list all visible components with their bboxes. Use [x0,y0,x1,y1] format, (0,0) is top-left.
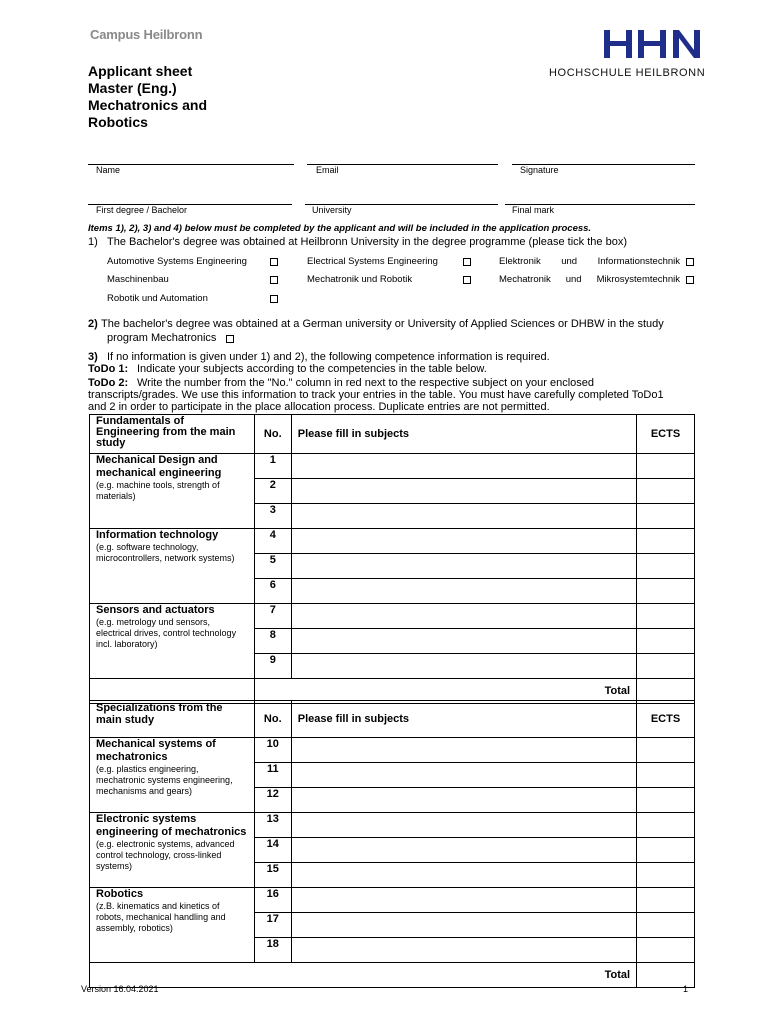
category-name: Information technology [96,529,219,541]
todo2-text: Write the number from the "No." column in red next to the respective subject on your enclosed [137,377,594,389]
table-row [90,813,695,838]
row-number: 16 [254,888,291,913]
ects-cell[interactable] [637,629,695,654]
total-label: Total [254,679,636,704]
subject-cell[interactable] [291,554,636,579]
subject-cell[interactable] [291,813,636,838]
category-cell [90,604,255,679]
option-label: Mechatronik und Mikrosystemtechnik [499,274,680,285]
option-label: Robotik und Automation [107,293,208,304]
category-name: Sensors and actuators [96,604,215,616]
subject-cell[interactable] [291,504,636,529]
version-label: Version 16.04.2021 [81,984,159,994]
university-label: University [312,205,352,215]
no-header: No. [254,701,291,738]
option-label: Elektronik und Informationstechnik [499,256,680,267]
category-name: Mechanical systems of mechatronics [96,738,216,763]
ects-cell[interactable] [637,738,695,763]
subject-cell[interactable] [291,604,636,629]
row-number: 10 [254,738,291,763]
subject-cell[interactable] [291,888,636,913]
ects-cell[interactable] [637,554,695,579]
category-header [90,415,255,454]
category-cell [90,813,255,888]
option-checkbox[interactable] [270,295,278,303]
option-label: Electrical Systems Engineering [307,256,438,267]
ects-cell[interactable] [637,654,695,679]
total-row [90,963,695,988]
specializations-table [89,700,695,988]
hhn-logo-mark [600,28,706,62]
subject-cell[interactable] [291,913,636,938]
row-number: 18 [254,938,291,963]
subject-cell[interactable] [291,863,636,888]
ects-cell[interactable] [637,913,695,938]
items-note: Items 1), 2), 3) and 4) below must be completed by the applicant and will be included in the application process. [88,223,592,234]
row-number: 9 [254,654,291,679]
campus-label: Campus Heilbronn [90,27,203,42]
table-row [90,888,695,913]
category-cell [90,738,255,813]
subject-cell[interactable] [291,654,636,679]
item2-number: 2) [88,318,98,330]
title-line-4: Robotics [88,114,148,130]
ects-cell[interactable] [637,938,695,963]
table-row [90,529,695,554]
ects-cell[interactable] [637,529,695,554]
todo2-label: ToDo 2: [88,377,129,389]
row-number: 17 [254,913,291,938]
item2-text-line2: program Mechatronics [107,332,217,344]
todo1-text: Indicate your subjects according to the competencies in the table below. [137,363,487,375]
ects-cell[interactable] [637,479,695,504]
table-row [90,454,695,479]
todo2-text-line2: transcripts/grades. We use this information to track your entries in the table. You must have carefully completed ToDo1 [88,389,664,401]
ects-cell[interactable] [637,838,695,863]
todo1-label: ToDo 1: [88,363,129,375]
row-number: 8 [254,629,291,654]
ects-cell[interactable] [637,504,695,529]
category-name: Electronic systems engineering of mechatronics [96,813,247,838]
row-number: 5 [254,554,291,579]
table-header-row [90,701,695,738]
category-desc: (e.g. metrology und sensors, electrical drives, control technology incl. laboratory) [96,617,237,649]
category-cell [90,888,255,963]
category-cell [90,529,255,604]
category-name: Mechanical Design and mechanical engineering [96,454,222,479]
row-number: 11 [254,763,291,788]
ects-cell[interactable] [637,763,695,788]
subject-cell[interactable] [291,479,636,504]
ects-cell[interactable] [637,888,695,913]
subjects-header: Please fill in subjects [291,701,636,738]
category-cell [90,454,255,529]
category-name: Robotics [96,888,144,900]
option-checkbox[interactable] [686,276,694,284]
no-header: No. [254,415,291,454]
row-number: 13 [254,813,291,838]
first-degree-label: First degree / Bachelor [96,205,188,215]
title-line-1: Applicant sheet [88,63,193,79]
title-line-2: Master (Eng.) [88,80,177,96]
item3-text: If no information is given under 1) and 2), the following competence information is required. [107,351,550,363]
ects-cell[interactable] [637,813,695,838]
option-checkbox[interactable] [463,258,471,266]
subject-cell[interactable] [291,629,636,654]
subjects-header: Please fill in subjects [291,415,636,454]
name-label: Name [96,165,121,175]
row-number: 3 [254,504,291,529]
row-number: 12 [254,788,291,813]
row-number: 15 [254,863,291,888]
category-header-text: Fundamentals of Engineering from the main study [96,415,236,449]
option-checkbox[interactable] [463,276,471,284]
ects-header: ECTS [637,415,695,454]
subject-cell[interactable] [291,938,636,963]
final-mark-label: Final mark [512,205,555,215]
option-checkbox[interactable] [270,258,278,266]
row-number: 7 [254,604,291,629]
option-label: Mechatronik und Robotik [307,274,413,285]
item1-text: The Bachelor's degree was obtained at Heilbronn University in the degree programme (please tick the box) [107,236,627,248]
subject-cell[interactable] [291,529,636,554]
page-title [88,63,207,131]
row-number: 14 [254,838,291,863]
item1-number: 1) [88,236,98,248]
row-number: 2 [254,479,291,504]
category-header [90,701,255,738]
item2-text: The bachelor's degree was obtained at a German university or University of Applied Sciences or DHBW in the study [101,318,664,330]
table-header-row [90,415,695,454]
logo-text: HOCHSCHULE HEILBRONN [549,67,706,79]
ects-cell[interactable] [637,788,695,813]
item3-number: 3) [88,351,98,363]
ects-cell[interactable] [637,604,695,629]
ects-header: ECTS [637,701,695,738]
title-line-3: Mechatronics and [88,97,208,113]
category-header-text: Specializations from the main study [96,702,223,726]
table-row [90,604,695,629]
subject-cell[interactable] [291,838,636,863]
subject-cell[interactable] [291,454,636,479]
mechatronics-checkbox[interactable] [226,335,234,343]
subject-cell[interactable] [291,763,636,788]
category-desc: (z.B. kinematics and kinetics of robots, mechanical handling and assembly, robotics) [96,901,226,933]
row-number: 1 [254,454,291,479]
todo2-text-line3: and 2 in order to participate in the place allocation process. Duplicate entries are not permitted. [88,401,550,413]
page-number: 1 [683,984,689,994]
option-label: Maschinenbau [107,274,169,285]
ects-cell[interactable] [637,454,695,479]
signature-label: Signature [520,165,559,175]
category-desc: (e.g. software technology, microcontrollers, network systems) [96,542,235,563]
row-number: 6 [254,579,291,604]
row-number: 4 [254,529,291,554]
subject-cell[interactable] [291,788,636,813]
subject-cell[interactable] [291,738,636,763]
fundamentals-table [89,414,695,704]
subject-cell[interactable] [291,579,636,604]
email-label: Email [316,165,339,175]
total-label: Total [90,963,637,988]
category-desc: (e.g. electronic systems, advanced control technology, cross-linked systems) [96,839,235,871]
ects-cell[interactable] [637,863,695,888]
ects-cell[interactable] [637,579,695,604]
category-desc: (e.g. machine tools, strength of materials) [96,480,220,501]
option-checkbox[interactable] [686,258,694,266]
option-checkbox[interactable] [270,276,278,284]
category-desc: (e.g. plastics engineering, mechatronic systems engineering, mechanisms and gears) [96,764,233,796]
table-row [90,738,695,763]
option-label: Automotive Systems Engineering [107,256,247,267]
